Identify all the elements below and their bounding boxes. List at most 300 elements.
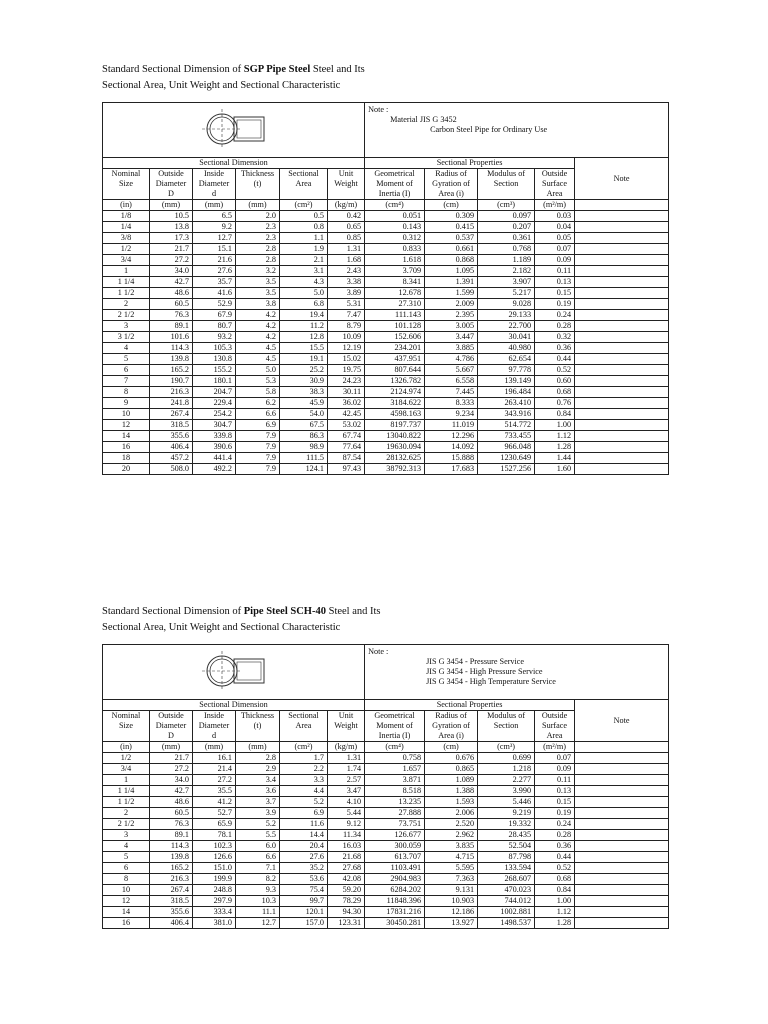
column-header: Unit Weight (328, 169, 365, 200)
table-cell: 42.08 (328, 874, 365, 885)
table-cell: 97.778 (478, 365, 535, 376)
table-cell: 15.888 (425, 453, 478, 464)
table-row (103, 852, 669, 863)
table-cell: 3.38 (328, 277, 365, 288)
note-cell (575, 431, 669, 442)
table-cell: 11.2 (280, 321, 328, 332)
table-cell: 318.5 (150, 896, 193, 907)
table-cell: 9.219 (478, 808, 535, 819)
table-cell: 0.13 (535, 277, 575, 288)
table-cell: 7.1 (236, 863, 280, 874)
table-cell: 8.2 (236, 874, 280, 885)
table-cell: 3.1 (280, 266, 328, 277)
table-cell: 0.44 (535, 354, 575, 365)
table-cell: 2124.974 (365, 387, 425, 398)
table-cell: 2.3 (236, 233, 280, 244)
table-cell: 30.11 (328, 387, 365, 398)
table-cell: 87.798 (478, 852, 535, 863)
table-cell: 1.28 (535, 442, 575, 453)
table-cell: 4 (103, 343, 150, 354)
table-cell: 65.9 (193, 819, 236, 830)
table-cell: 48.6 (150, 288, 193, 299)
table-cell: 1 (103, 775, 150, 786)
table-cell: 93.2 (193, 332, 236, 343)
table-row (103, 354, 669, 365)
table-cell: 17.3 (150, 233, 193, 244)
column-header: Nominal Size (103, 169, 150, 200)
table-row (103, 288, 669, 299)
table-row (103, 907, 669, 918)
unit-label: (m²/m) (535, 742, 575, 753)
table-cell: 733.455 (478, 431, 535, 442)
table-cell: 263.410 (478, 398, 535, 409)
table-cell: 1002.881 (478, 907, 535, 918)
unit-label: (cm³) (478, 200, 535, 211)
table-cell: 3/4 (103, 764, 150, 775)
note-cell (575, 233, 669, 244)
table-cell: 234.201 (365, 343, 425, 354)
table-cell: 52.9 (193, 299, 236, 310)
table-cell: 0.09 (535, 764, 575, 775)
table-cell: 52.7 (193, 808, 236, 819)
sch40-pipe-section (102, 604, 667, 929)
table-cell: 165.2 (150, 365, 193, 376)
table-cell: 14.4 (280, 830, 328, 841)
table-cell: 13.8 (150, 222, 193, 233)
table-cell: 133.594 (478, 863, 535, 874)
table-cell: 0.309 (425, 211, 478, 222)
table-cell: 437.951 (365, 354, 425, 365)
table-cell: 5.2 (236, 819, 280, 830)
column-header: Sectional Area (280, 711, 328, 742)
table-cell: 1.218 (478, 764, 535, 775)
table-row (103, 786, 669, 797)
table-subtitle: Sectional Area, Unit Weight and Sectional Characteristic (102, 80, 341, 91)
table-cell: 1498.537 (478, 918, 535, 929)
table-cell: 0.07 (535, 244, 575, 255)
table-row (103, 797, 669, 808)
table-cell: 16 (103, 918, 150, 929)
table-cell: 390.6 (193, 442, 236, 453)
note-cell (575, 896, 669, 907)
note-cell (575, 255, 669, 266)
table-row (103, 222, 669, 233)
table-cell: 267.4 (150, 885, 193, 896)
unit-label (575, 200, 669, 211)
table-cell: 7.445 (425, 387, 478, 398)
table-cell: 80.7 (193, 321, 236, 332)
table-cell: 11.6 (280, 819, 328, 830)
table-cell: 2 (103, 299, 150, 310)
table-cell: 6.5 (193, 211, 236, 222)
table-cell: 5.667 (425, 365, 478, 376)
table-row (103, 841, 669, 852)
table-cell: 6.558 (425, 376, 478, 387)
table-cell: 4.3 (280, 277, 328, 288)
table-cell: 12 (103, 896, 150, 907)
table-cell: 4.715 (425, 852, 478, 863)
table-cell: 5.217 (478, 288, 535, 299)
table-cell: 15.1 (193, 244, 236, 255)
table-cell: 1.28 (535, 918, 575, 929)
table-cell: 0.68 (535, 874, 575, 885)
column-header: Thickness (t) (236, 169, 280, 200)
table-cell: 89.1 (150, 321, 193, 332)
table-cell: 4.2 (236, 310, 280, 321)
table-cell: 4.10 (328, 797, 365, 808)
table-cell: 19630.094 (365, 442, 425, 453)
table-cell: 180.1 (193, 376, 236, 387)
table-row (103, 398, 669, 409)
table-cell: 3 (103, 830, 150, 841)
table-cell: 3.89 (328, 288, 365, 299)
table-cell: 0.24 (535, 819, 575, 830)
unit-label: (m²/m) (535, 200, 575, 211)
table-cell: 0.52 (535, 863, 575, 874)
table-cell: 10.3 (236, 896, 280, 907)
table-cell: 41.2 (193, 797, 236, 808)
table-cell: 12.678 (365, 288, 425, 299)
table-cell: 30.041 (478, 332, 535, 343)
table-cell: 0.36 (535, 343, 575, 354)
table-cell: 165.2 (150, 863, 193, 874)
table-cell: 22.700 (478, 321, 535, 332)
pipe-cross-section-icon (198, 107, 270, 151)
table-cell: 5.0 (280, 288, 328, 299)
table-cell: 54.0 (280, 409, 328, 420)
table-cell: 10.09 (328, 332, 365, 343)
table-cell: 105.3 (193, 343, 236, 354)
table-cell: 73.751 (365, 819, 425, 830)
note-cell (575, 266, 669, 277)
table-cell: 196.484 (478, 387, 535, 398)
note-cell (575, 299, 669, 310)
unit-label: (in) (103, 200, 150, 211)
table-cell: 6.9 (236, 420, 280, 431)
table-cell: 34.0 (150, 266, 193, 277)
table-cell: 35.7 (193, 277, 236, 288)
table-cell: 2.8 (236, 255, 280, 266)
table-cell: 4598.163 (365, 409, 425, 420)
table-cell: 1.657 (365, 764, 425, 775)
table-cell: 355.6 (150, 907, 193, 918)
table-cell: 126.6 (193, 852, 236, 863)
table-cell: 0.42 (328, 211, 365, 222)
table-cell: 2.57 (328, 775, 365, 786)
table-cell: 4.5 (236, 343, 280, 354)
table-cell: 11848.396 (365, 896, 425, 907)
table-cell: 35.5 (193, 786, 236, 797)
note-cell (575, 918, 669, 929)
table-cell: 1.12 (535, 431, 575, 442)
table-cell: 0.28 (535, 830, 575, 841)
table-row (103, 874, 669, 885)
unit-label: (mm) (150, 742, 193, 753)
table-cell: 190.7 (150, 376, 193, 387)
unit-label: (cm²) (280, 742, 328, 753)
table-row (103, 808, 669, 819)
table-cell: 5.595 (425, 863, 478, 874)
table-cell: 1.74 (328, 764, 365, 775)
note-cell (575, 830, 669, 841)
table-cell: 1.095 (425, 266, 478, 277)
table-row (103, 277, 669, 288)
table-cell: 0.84 (535, 885, 575, 896)
table-cell: 0.207 (478, 222, 535, 233)
table-cell: 6.9 (280, 808, 328, 819)
table-cell: 0.44 (535, 852, 575, 863)
table-cell: 508.0 (150, 464, 193, 475)
table-cell: 0.11 (535, 266, 575, 277)
dimension-table (102, 644, 669, 929)
table-cell: 14 (103, 907, 150, 918)
table-cell: 15.02 (328, 354, 365, 365)
table-cell: 2.1 (280, 255, 328, 266)
table-cell: 2 1/2 (103, 819, 150, 830)
note-cell (575, 277, 669, 288)
table-cell: 318.5 (150, 420, 193, 431)
note-cell (575, 819, 669, 830)
group-header-row (103, 158, 669, 169)
table-row (103, 409, 669, 420)
table-cell: 28132.625 (365, 453, 425, 464)
table-cell: 35.2 (280, 863, 328, 874)
table-cell: 1326.782 (365, 376, 425, 387)
table-cell: 1 1/2 (103, 797, 150, 808)
material-note: Note : Material JIS G 3452 Carbon Steel Pipe for Ordinary Use (365, 103, 669, 158)
table-cell: 12.296 (425, 431, 478, 442)
table-cell: 102.3 (193, 841, 236, 852)
note-cell (575, 420, 669, 431)
note-cell (575, 321, 669, 332)
table-cell: 2.8 (236, 753, 280, 764)
table-cell: 613.707 (365, 852, 425, 863)
table-cell: 27.6 (280, 852, 328, 863)
table-row (103, 233, 669, 244)
group-sectional-dimension: Sectional Dimension (103, 700, 365, 711)
unit-label: (mm) (193, 200, 236, 211)
column-header: Thickness (t) (236, 711, 280, 742)
table-cell: 157.0 (280, 918, 328, 929)
table-row (103, 775, 669, 786)
table-cell: 3.709 (365, 266, 425, 277)
table-row (103, 310, 669, 321)
table-cell: 0.699 (478, 753, 535, 764)
table-cell: 139.149 (478, 376, 535, 387)
table-cell: 114.3 (150, 841, 193, 852)
table-cell: 38792.313 (365, 464, 425, 475)
table-cell: 0.768 (478, 244, 535, 255)
table-cell: 3/8 (103, 233, 150, 244)
column-header: Nominal Size (103, 711, 150, 742)
table-cell: 1.9 (280, 244, 328, 255)
table-cell: 0.52 (535, 365, 575, 376)
unit-label: (cm) (425, 742, 478, 753)
table-cell: 216.3 (150, 387, 193, 398)
table-cell: 1.00 (535, 896, 575, 907)
table-cell: 304.7 (193, 420, 236, 431)
table-cell: 2.182 (478, 266, 535, 277)
table-cell: 152.606 (365, 332, 425, 343)
table-cell: 1 1/2 (103, 288, 150, 299)
table-cell: 36.02 (328, 398, 365, 409)
table-cell: 0.8 (280, 222, 328, 233)
table-cell: 267.4 (150, 409, 193, 420)
table-row (103, 244, 669, 255)
table-cell: 86.3 (280, 431, 328, 442)
table-cell: 2.43 (328, 266, 365, 277)
table-cell: 8.341 (365, 277, 425, 288)
table-cell: 3.9 (236, 808, 280, 819)
table-row (103, 896, 669, 907)
table-cell: 27.2 (150, 764, 193, 775)
table-cell: 0.04 (535, 222, 575, 233)
table-cell: 21.7 (150, 753, 193, 764)
table-row (103, 266, 669, 277)
table-cell: 355.6 (150, 431, 193, 442)
table-cell: 4.2 (236, 321, 280, 332)
table-cell: 12.7 (193, 233, 236, 244)
column-header: Unit Weight (328, 711, 365, 742)
table-cell: 27.2 (150, 255, 193, 266)
table-title: Standard Sectional Dimension of SGP Pipe Steel Steel and Its (102, 64, 365, 75)
table-cell: 19.4 (280, 310, 328, 321)
table-cell: 27.310 (365, 299, 425, 310)
table-cell: 42.7 (150, 786, 193, 797)
table-cell: 3.7 (236, 797, 280, 808)
table-cell: 124.1 (280, 464, 328, 475)
table-cell: 21.68 (328, 852, 365, 863)
column-header: Sectional Area (280, 169, 328, 200)
table-row (103, 420, 669, 431)
table-cell: 3.47 (328, 786, 365, 797)
table-cell: 41.6 (193, 288, 236, 299)
table-cell: 2.3 (236, 222, 280, 233)
table-row (103, 442, 669, 453)
table-row (103, 464, 669, 475)
table-cell: 339.8 (193, 431, 236, 442)
unit-label: (in) (103, 742, 150, 753)
table-cell: 21.7 (150, 244, 193, 255)
table-cell: 53.02 (328, 420, 365, 431)
table-cell: 114.3 (150, 343, 193, 354)
note-cell (575, 398, 669, 409)
table-cell: 0.19 (535, 808, 575, 819)
note-column-header: Note (575, 158, 669, 200)
table-cell: 0.60 (535, 376, 575, 387)
table-cell: 1.593 (425, 797, 478, 808)
table-cell: 0.85 (328, 233, 365, 244)
table-cell: 2.962 (425, 830, 478, 841)
table-cell: 7.47 (328, 310, 365, 321)
table-cell: 27.6 (193, 266, 236, 277)
table-cell: 130.8 (193, 354, 236, 365)
table-cell: 5.0 (236, 365, 280, 376)
table-cell: 29.133 (478, 310, 535, 321)
table-cell: 0.15 (535, 288, 575, 299)
table-row (103, 885, 669, 896)
column-header: Outside Diameter D (150, 711, 193, 742)
table-cell: 6284.202 (365, 885, 425, 896)
note-cell (575, 874, 669, 885)
table-cell: 297.9 (193, 896, 236, 907)
table-cell: 5.44 (328, 808, 365, 819)
table-cell: 67.74 (328, 431, 365, 442)
table-cell: 6.2 (236, 398, 280, 409)
table-cell: 514.772 (478, 420, 535, 431)
table-cell: 492.2 (193, 464, 236, 475)
table-cell: 4.786 (425, 354, 478, 365)
table-cell: 6.0 (236, 841, 280, 852)
table-cell: 13040.822 (365, 431, 425, 442)
table-cell: 78.29 (328, 896, 365, 907)
unit-label: (mm) (193, 742, 236, 753)
table-cell: 111.143 (365, 310, 425, 321)
table-cell: 25.2 (280, 365, 328, 376)
unit-label: (cm³) (478, 742, 535, 753)
table-cell: 3.8 (236, 299, 280, 310)
table-cell: 6.8 (280, 299, 328, 310)
table-cell: 12 (103, 420, 150, 431)
table-cell: 0.36 (535, 841, 575, 852)
table-cell: 6.6 (236, 409, 280, 420)
table-cell: 8 (103, 874, 150, 885)
note-cell (575, 222, 669, 233)
column-header: Outside Diameter D (150, 169, 193, 200)
table-cell: 4 (103, 841, 150, 852)
table-cell: 20.4 (280, 841, 328, 852)
table-cell: 744.012 (478, 896, 535, 907)
table-cell: 0.28 (535, 321, 575, 332)
table-cell: 123.31 (328, 918, 365, 929)
table-cell: 2.277 (478, 775, 535, 786)
note-cell (575, 907, 669, 918)
table-cell: 2.006 (425, 808, 478, 819)
table-cell: 0.65 (328, 222, 365, 233)
table-cell: 53.6 (280, 874, 328, 885)
table-cell: 0.09 (535, 255, 575, 266)
table-cell: 7 (103, 376, 150, 387)
table-cell: 8.518 (365, 786, 425, 797)
table-cell: 111.5 (280, 453, 328, 464)
table-cell: 0.361 (478, 233, 535, 244)
table-row (103, 918, 669, 929)
table-cell: 48.6 (150, 797, 193, 808)
table-cell: 3.907 (478, 277, 535, 288)
table-cell: 5.5 (236, 830, 280, 841)
table-cell: 10 (103, 409, 150, 420)
table-cell: 75.4 (280, 885, 328, 896)
table-cell: 1.44 (535, 453, 575, 464)
column-header: Inside Diameter d (193, 711, 236, 742)
note-cell (575, 387, 669, 398)
table-cell: 0.537 (425, 233, 478, 244)
table-subtitle: Sectional Area, Unit Weight and Sectional Characteristic (102, 622, 341, 633)
table-cell: 76.3 (150, 819, 193, 830)
table-cell: 13.235 (365, 797, 425, 808)
table-cell: 34.0 (150, 775, 193, 786)
table-cell: 3.990 (478, 786, 535, 797)
table-cell: 4.4 (280, 786, 328, 797)
column-header: Radius of Gyration of Area (i) (425, 169, 478, 200)
table-cell: 3.4 (236, 775, 280, 786)
column-header: Modulus of Section (478, 169, 535, 200)
note-cell (575, 409, 669, 420)
table-cell: 0.11 (535, 775, 575, 786)
table-cell: 45.9 (280, 398, 328, 409)
table-cell: 139.8 (150, 354, 193, 365)
table-cell: 19.75 (328, 365, 365, 376)
